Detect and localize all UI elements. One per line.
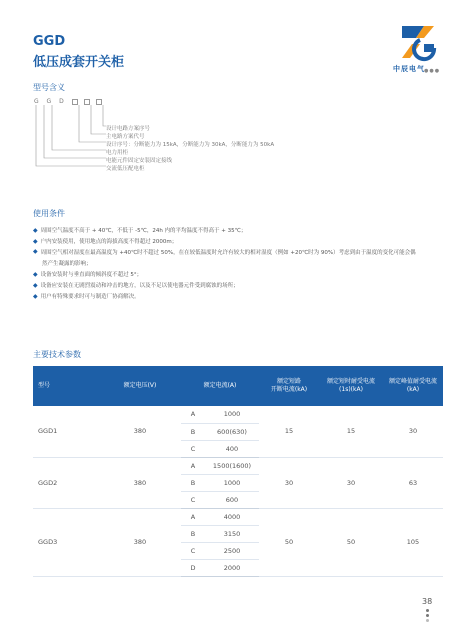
table-row [33,406,443,423]
header-peak: 额定峰值耐受电流 (kA) [383,366,443,406]
cell-breaking: 50 [259,508,319,576]
condition-item-cont: 然产生凝露的影响； [42,261,92,267]
cell-current-grade: B [181,423,205,440]
doc-title-code: GGD [33,34,66,49]
cell-model: GGD1 [33,406,99,457]
model-desc-2: 主电路方案代号 [106,134,145,140]
page-dot [426,619,429,622]
cell-breaking: 30 [259,457,319,508]
model-code-prefix: G G D [34,98,67,105]
page-dot [426,609,429,612]
model-desc-5: 电能元件固定安装固定接线 [106,158,173,164]
cell-current-grade: C [181,491,205,508]
table-header-row [33,366,443,406]
cell-current-value: 4000 [205,508,259,525]
cell-current-value: 3150 [205,525,259,542]
model-bracket-lines [33,103,113,173]
cell-current-value: 600(630) [205,423,259,440]
page-dot [426,614,429,617]
cell-short-time: 30 [319,457,383,508]
cell-current-grade: A [181,406,205,423]
bullet-icon: ◆ [33,227,38,234]
cell-current-value: 1500(1600) [205,457,259,474]
params-section-title: 主要技术参数 [33,350,81,359]
model-desc-3: 设计序号：分断能力为 15kA，分断能力为 30kA，分断能力为 50kA [106,142,275,148]
model-desc-4: 电力用柜 [106,150,129,156]
cell-voltage: 380 [99,406,181,457]
header-voltage: 额定电压(V) [99,366,181,406]
cell-breaking: 15 [259,406,319,457]
cell-short-time: 50 [319,508,383,576]
model-section-title: 型号含义 [33,83,65,92]
condition-item: ◆ 户内安装使用，使用地点的海拔高度不得超过 2000m； [33,238,178,245]
cell-current-value: 2500 [205,542,259,559]
cell-current-grade: A [181,508,205,525]
cell-peak: 30 [383,406,443,457]
conditions-section-title: 使用条件 [33,209,65,218]
condition-item: ◆ 用户有特殊要求时可与制造厂协商解决。 [33,293,140,300]
cell-current-grade: D [181,559,205,576]
bullet-icon: ◆ [33,282,38,289]
params-table [33,366,443,577]
model-desc-1: 设计电路方案序号 [106,126,151,132]
table-row [33,457,443,474]
cell-model: GGD3 [33,508,99,576]
cell-current-grade: B [181,525,205,542]
bullet-icon: ◆ [33,271,38,278]
model-desc-6: 交流低压配电柜 [106,166,145,172]
decorative-dots: ●●● [424,68,441,74]
header-short-time: 额定短时耐受电流 (1s)(kA) [319,366,383,406]
cell-current-value: 1000 [205,474,259,491]
cell-current-grade: B [181,474,205,491]
doc-title: 低压成套开关柜 [33,55,125,70]
cell-peak: 63 [383,457,443,508]
condition-item: ◆ 设备安装时与垂直面的倾斜度不超过 5°； [33,271,143,278]
cell-current-value: 600 [205,491,259,508]
cell-voltage: 380 [99,457,181,508]
cell-current-grade: A [181,457,205,474]
table-row [33,508,443,525]
bullet-icon: ◆ [33,293,38,300]
cell-current-grade: C [181,440,205,457]
cell-voltage: 380 [99,508,181,576]
cell-current-value: 2000 [205,559,259,576]
cell-peak: 105 [383,508,443,576]
header-breaking: 额定短路 开断电流(kA) [259,366,319,406]
header-model: 型号 [33,366,99,406]
cell-current-value: 400 [205,440,259,457]
company-logo-icon [398,22,438,62]
logo-text: 中辰电气 [393,65,425,73]
bullet-icon: ◆ [33,238,38,245]
page-number: 38 [422,597,433,606]
condition-item: ◆ 周围空气相对湿度在最高温度为 +40℃时不超过 50%，在在较低温度时允许有较大的相对湿度（例如 +20℃时为 90%）考虑到由于温度的变化可能会偶 [33,248,416,256]
cell-current-grade: C [181,542,205,559]
cell-model: GGD2 [33,457,99,508]
header-current: 额定电流(A) [181,366,259,406]
cell-short-time: 15 [319,406,383,457]
condition-item: ◆ 周围空气温度不高于 + 40℃，不低于 -5℃，24h 内的平均温度不得高于 + 35℃； [33,227,247,234]
cell-current-value: 1000 [205,406,259,423]
condition-item: ◆ 设备应安装在无剧烈震动和冲击的地方，以及不足以使电器元件受到腐蚀的场所； [33,282,239,289]
bullet-icon: ◆ [33,248,38,255]
